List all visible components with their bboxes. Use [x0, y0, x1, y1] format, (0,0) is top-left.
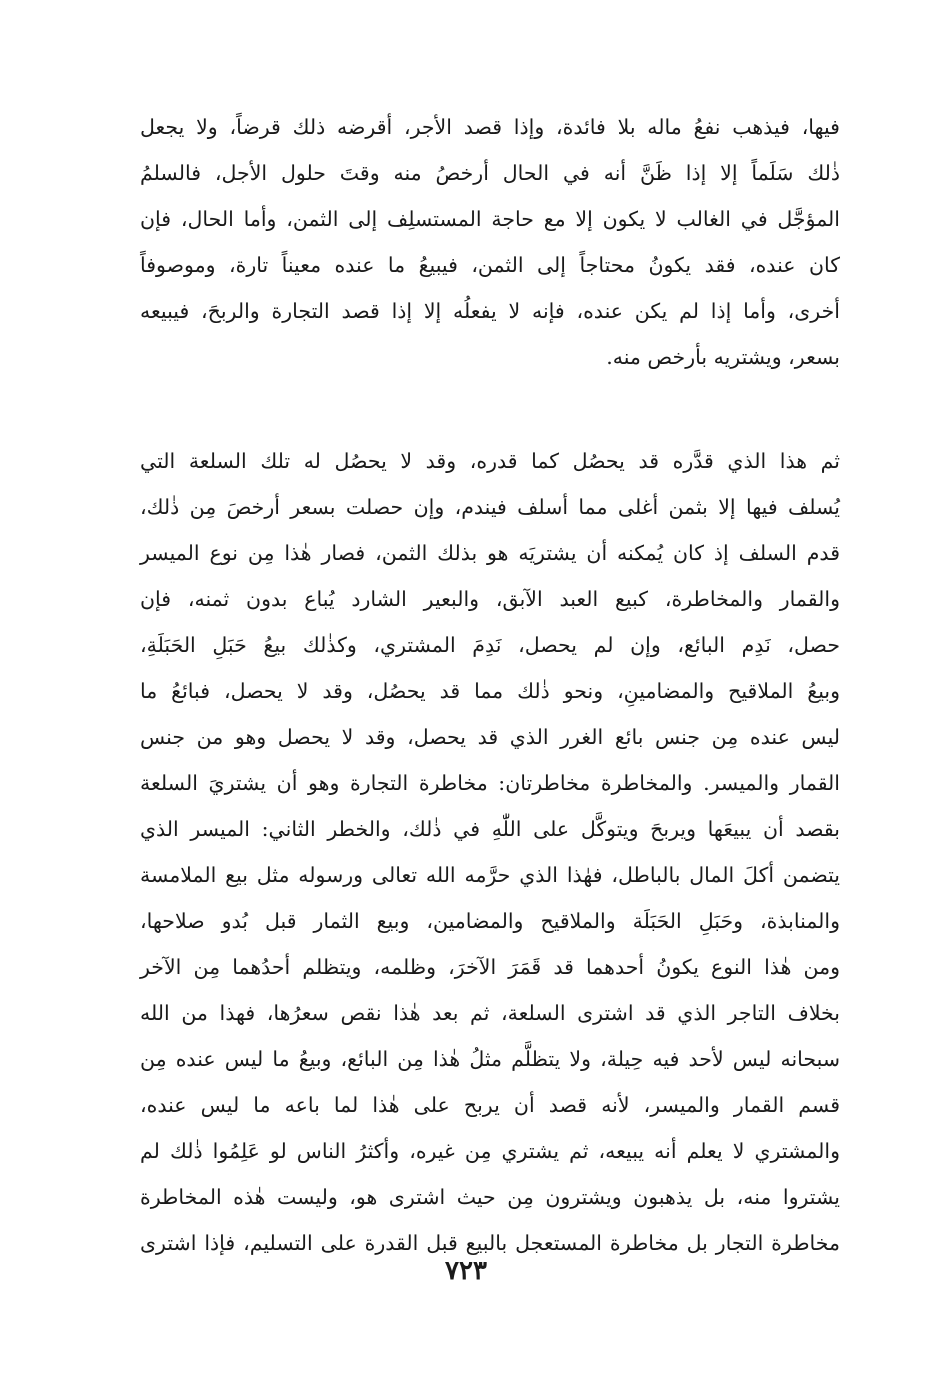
text-line: ثم هذا الذي قدَّره قد يحصُل كما قدره، وقد لا يحصُل له تلك السلعة التي	[140, 449, 840, 473]
text-line: قسم القمار والميسر، لأنه قصد أن يربح على هٰذا لما باعه ما ليس عنده،	[140, 1093, 840, 1117]
text-line: يتضمن أكلَ المال بالباطل، فهٰذا الذي حرَّمه الله تعالى ورسوله مثل بيع الملامسة	[140, 863, 840, 887]
text-line: سبحانه ليس لأحد فيه حِيلة، ولا يتظلَّم مثلُ هٰذا مِن البائع، وبيعُ ما ليس عنده مِن	[140, 1047, 840, 1071]
text-line: والمشتري لا يعلم أنه يبيعه، ثم يشتري مِن غيره، وأكثرُ الناس لو عَلِمُوا ذٰلك لم	[140, 1139, 840, 1163]
page-number: ٧٢٣	[445, 1256, 487, 1286]
text-line: قدم السلف إذ كان يُمكنه أن يشتريَه هو بذلك الثمن، فصار هٰذا مِن نوع الميسر	[140, 541, 840, 565]
paragraph-2	[140, 438, 840, 1266]
text-line: بخلاف التاجر الذي قد اشترى السلعة، ثم بعد هٰذا نقص سعرُها، فهذا من الله	[140, 1001, 840, 1025]
text-line: يشتروا منه، بل يذهبون ويشترون مِن حيث اشترى هو، وليست هٰذه المخاطرة	[140, 1185, 840, 1209]
text-line: مخاطرة التجار بل مخاطرة المستعجل بالبيع قبل القدرة على التسليم، فإذا اشترى	[140, 1231, 840, 1255]
text-line: فيها، فيذهب نفعُ ماله بلا فائدة، وإذا قصد الأجر، أقرضه ذلك قرضاً، ولا يجعل	[140, 115, 840, 139]
text-line: والقمار والمخاطرة، كبيع العبد الآبق، والبعير الشارد يُباع بدون ثمنه، فإن	[140, 587, 840, 611]
text-line: ذٰلك سَلَماً إلا إذا ظَنَّ أنه في الحال أرخصُ منه وقتَ حلول الأجل، فالسلمُ	[140, 161, 840, 185]
text-line: المؤجَّل في الغالب لا يكون إلا مع حاجة المستسلِف إلى الثمن، وأما الحال، فإن	[140, 207, 840, 231]
text-line: أخرى، وأما إذا لم يكن عنده، فإنه لا يفعلُه إلا إذا قصد التجارة والربحَ، فيبيعه	[140, 299, 840, 323]
text-line: بسعر، ويشتريه بأرخص منه.	[606, 345, 840, 369]
paragraph-1	[140, 104, 840, 380]
text-line: والمنابذة، وحَبَلِ الحَبَلَة والملاقيح والمضامين، وبيع الثمار قبل بُدو صلاحها،	[140, 909, 840, 933]
text-line: ومن هٰذا النوع يكونُ أحدهما قد قَمَرَ الآخرَ، وظلمه، ويتظلم أحدُهما مِن الآخر	[140, 955, 840, 979]
text-line: كان عنده، فقد يكونُ محتاجاً إلى الثمن، فيبيعُ ما عنده معيناً تارة، وموصوفاً	[140, 253, 840, 277]
text-line: القمار والميسر. والمخاطرة مخاطرتان: مخاطرة التجارة وهو أن يشتريَ السلعة	[140, 771, 840, 795]
text-line: حصل، نَدِم البائع، وإن لم يحصل، نَدِمَ المشتري، وكذٰلك بيعُ حَبَلِ الحَبَلَةِ،	[140, 633, 840, 657]
text-line: بقصد أن يبيعَها ويربحَ ويتوكَّل على اللّٰهِ في ذٰلك، والخطر الثاني: الميسر الذي	[140, 817, 840, 841]
text-line: ليس عنده مِن جنس بائع الغرر الذي قد يحصل، وقد لا يحصل وهو من جنس	[140, 725, 840, 749]
text-line: وبيعُ الملاقيح والمضامينِ، ونحو ذٰلك مما قد يحصُل، وقد لا يحصل، فبائعُ ما	[140, 679, 840, 703]
text-line: يُسلف فيها إلا بثمن أغلى مما أسلف فيندم، وإن حصلت بسعر أرخصَ مِن ذٰلك،	[140, 495, 840, 519]
